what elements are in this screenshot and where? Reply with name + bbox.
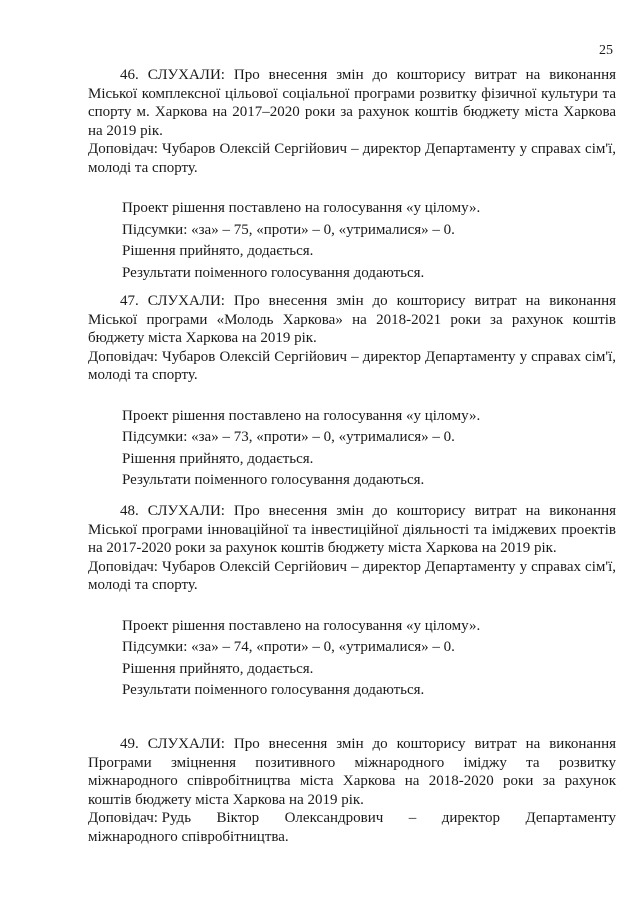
agenda-item-48 xyxy=(88,502,616,703)
vote-put-text: Проект рішення поставлено на голосування «у цілому». xyxy=(122,617,481,634)
heard-text: 49. СЛУХАЛИ: Про внесення змін до кошторису витрат на виконання Програми зміцнення позитивного міжнародного іміджу та розвитку міжнародного співробітництва міста Харкова на 2018-2020 роки за рахунок коштів бюджету міста Харкова на 2019 рік. xyxy=(88,736,616,808)
reporter-word: Доповідач: Рудь xyxy=(88,810,192,826)
page-number: 25 xyxy=(599,43,613,58)
vote-block xyxy=(122,199,616,282)
reporter-word: Департаменту xyxy=(525,810,616,826)
reporter-text: Доповідач: Чубаров Олексій Сергійович – директор Департаменту у справах сім'ї, молоді та спорту. xyxy=(88,348,616,383)
heard-text: 47. СЛУХАЛИ: Про внесення змін до кошторису витрат на виконання Міської програми «Молодь Харкова» на 2018-2021 роки за рахунок коштів бюджету міста Харкова на 2019 рік. xyxy=(88,293,616,346)
reporter-text: Доповідач: Чубаров Олексій Сергійович – директор Департаменту у справах сім'ї, молоді та спорту. xyxy=(88,558,616,593)
heard-text: 48. СЛУХАЛИ: Про внесення змін до кошторису витрат на виконання Міської програми інноваційної та інвестиційної діяльності та іміджевих проектів на 2017-2020 роки за рахунок коштів бюджету міста Харкова на 2019 рік. xyxy=(88,503,616,556)
reporter-line xyxy=(88,809,616,828)
vote-results-text: Підсумки: «за» – 74, «проти» – 0, «утрималися» – 0. xyxy=(122,639,455,655)
decision-text: Рішення прийнято, додається. xyxy=(122,243,314,259)
reporter-text: Доповідач: Чубаров Олексій Сергійович – директор Департаменту у справах сім'ї, молоді та спорту. xyxy=(88,141,616,176)
vote-block xyxy=(122,407,616,490)
vote-results-text: Підсумки: «за» – 73, «проти» – 0, «утрималися» – 0. xyxy=(122,429,455,445)
decision-text: Рішення прийнято, додається. xyxy=(122,450,314,467)
reporter-word: Олександрович xyxy=(284,810,384,826)
reporter-word: Віктор xyxy=(216,810,260,826)
reporter-continuation: міжнародного співробітництва. xyxy=(88,828,289,845)
agenda-item-46 xyxy=(88,66,616,285)
vote-put-text: Проект рішення поставлено на голосування «у цілому». xyxy=(122,200,481,216)
reporter-word: – xyxy=(408,810,417,826)
agenda-item-47 xyxy=(88,292,616,493)
roll-call-text: Результати поіменного голосування додаються. xyxy=(122,682,425,698)
heard-text: 46. СЛУХАЛИ: Про внесення змін до кошторису витрат на виконання Міської комплексної цільової соціальної програми розвитку фізичної культури та спорту м. Харкова на 2017–2020 роки за рахунок коштів бюджету міста Харкова на 2019 рік. xyxy=(88,67,616,139)
roll-call-text: Результати поіменного голосування додаються. xyxy=(122,264,425,281)
vote-put-text: Проект рішення поставлено на голосування «у цілому». xyxy=(122,407,481,424)
decision-text: Рішення прийнято, додається. xyxy=(122,660,314,677)
reporter-word: директор xyxy=(441,810,500,826)
vote-results-text: Підсумки: «за» – 75, «проти» – 0, «утрималися» – 0. xyxy=(122,221,455,238)
vote-block xyxy=(122,617,616,700)
roll-call-text: Результати поіменного голосування додаються. xyxy=(122,472,425,488)
agenda-item-49 xyxy=(88,735,616,846)
